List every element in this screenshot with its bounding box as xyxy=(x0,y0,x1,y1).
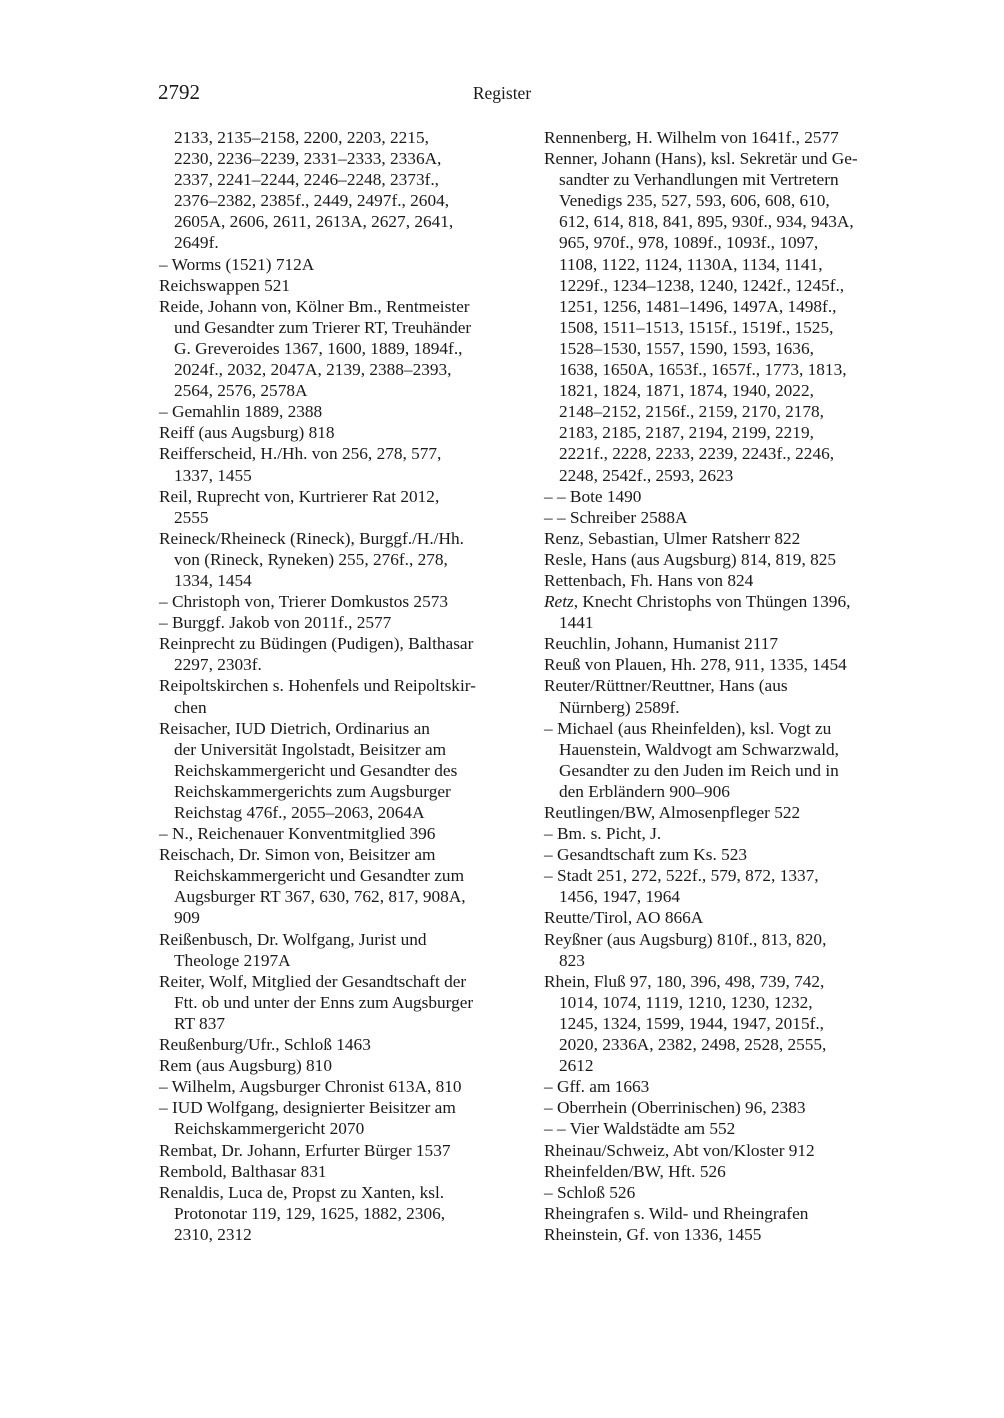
index-line: Nürnberg) 2589f. xyxy=(559,697,680,717)
index-line: Renner, Johann (Hans), ksl. Sekretär und Ge- xyxy=(544,149,858,169)
index-line: den Erbländern 900–906 xyxy=(559,781,730,801)
index-line: – Burggf. Jakob von 2011f., 2577 xyxy=(159,613,392,633)
index-line: Rheingrafen s. Wild- und Rheingrafen xyxy=(544,1203,809,1223)
index-line: 2024f., 2032, 2047A, 2139, 2388–2393, xyxy=(174,360,452,380)
index-line: 2337, 2241–2244, 2246–2248, 2373f., xyxy=(174,170,439,190)
index-line: 1251, 1256, 1481–1496, 1497A, 1498f., xyxy=(559,296,837,316)
index-line: Rhein, Fluß 97, 180, 396, 498, 739, 742, xyxy=(544,971,825,991)
index-line: Reischach, Dr. Simon von, Beisitzer am xyxy=(159,845,436,865)
index-line: 1441 xyxy=(559,613,594,633)
index-line: – Wilhelm, Augsburger Chronist 613A, 810 xyxy=(159,1077,462,1097)
index-line: 1638, 1650A, 1653f., 1657f., 1773, 1813, xyxy=(559,360,847,380)
index-line: Rem (aus Augsburg) 810 xyxy=(159,1056,332,1076)
index-line: 2376–2382, 2385f., 2449, 2497f., 2604, xyxy=(174,191,450,211)
index-line: Reinprecht zu Büdingen (Pudigen), Balthasar xyxy=(159,634,474,654)
index-line: 2221f., 2228, 2233, 2239, 2243f., 2246, xyxy=(559,444,835,464)
index-line: Theologe 2197A xyxy=(174,950,291,970)
index-line: 965, 970f., 978, 1089f., 1093f., 1097, xyxy=(559,233,819,253)
index-line-text: , Knecht Christophs von Thüngen 1396, xyxy=(573,592,851,612)
index-line: Augsburger RT 367, 630, 762, 817, 908A, xyxy=(174,887,466,907)
index-line: Gesandter zu den Juden im Reich und in xyxy=(559,760,839,780)
index-line: Reineck/Rheineck (Rineck), Burggf./H./Hh. xyxy=(159,528,464,548)
index-line: 1821, 1824, 1871, 1874, 1940, 2022, xyxy=(559,381,814,401)
index-line: 2555 xyxy=(174,507,209,527)
index-line: – Gff. am 1663 xyxy=(544,1077,650,1097)
index-line: Rheinau/Schweiz, Abt von/Kloster 912 xyxy=(544,1140,815,1160)
index-line: 909 xyxy=(174,908,200,928)
index-line: 1014, 1074, 1119, 1210, 1230, 1232, xyxy=(559,992,813,1012)
index-line: Rembat, Dr. Johann, Erfurter Bürger 1537 xyxy=(159,1140,451,1160)
index-line: 612, 614, 818, 841, 895, 930f., 934, 943A, xyxy=(559,212,854,232)
index-line: – IUD Wolfgang, designierter Beisitzer am xyxy=(159,1098,456,1118)
index-line: Reutte/Tirol, AO 866A xyxy=(544,908,704,928)
index-line: – N., Reichenauer Konventmitglied 396 xyxy=(159,824,436,844)
index-line: Rembold, Balthasar 831 xyxy=(159,1161,327,1181)
index-line: – Stadt 251, 272, 522f., 579, 872, 1337, xyxy=(544,866,819,886)
index-line: 2310, 2312 xyxy=(174,1224,252,1244)
index-column-right xyxy=(544,127,919,1245)
index-line: Reußenburg/Ufr., Schloß 1463 xyxy=(159,1035,371,1055)
index-line: Venedigs 235, 527, 593, 606, 608, 610, xyxy=(559,191,830,211)
index-line: 2248, 2542f., 2593, 2623 xyxy=(559,465,734,485)
index-line: 2020, 2336A, 2382, 2498, 2528, 2555, xyxy=(559,1035,827,1055)
index-line: 2612 xyxy=(559,1056,594,1076)
index-line: Reuß von Plauen, Hh. 278, 911, 1335, 1454 xyxy=(544,655,847,675)
index-line: Reifferscheid, H./Hh. von 256, 278, 577, xyxy=(159,444,442,464)
index-line: Renz, Sebastian, Ulmer Ratsherr 822 xyxy=(544,528,801,548)
index-line: Renaldis, Luca de, Propst zu Xanten, ksl. xyxy=(159,1182,445,1202)
index-line: Resle, Hans (aus Augsburg) 814, 819, 825 xyxy=(544,549,837,569)
index-line: und Gesandter zum Trierer RT, Treuhänder xyxy=(174,317,472,337)
index-line: Reutlingen/BW, Almosenpfleger 522 xyxy=(544,803,801,822)
index-line: – Bm. s. Picht, J. xyxy=(544,824,662,844)
index-line: 2230, 2236–2239, 2331–2333, 2336A, xyxy=(174,149,442,169)
index-line: – Gemahlin 1889, 2388 xyxy=(159,402,323,422)
index-line: 2605A, 2606, 2611, 2613A, 2627, 2641, xyxy=(174,212,454,232)
index-line: sandter zu Verhandlungen mit Vertretern xyxy=(559,170,839,190)
index-line: Reide, Johann von, Kölner Bm., Rentmeister xyxy=(159,296,470,316)
index-line: Reipoltskirchen s. Hohenfels und Reipoltskir- xyxy=(159,676,476,696)
index-line: Protonotar 119, 129, 1625, 1882, 2306, xyxy=(174,1203,446,1223)
index-line: chen xyxy=(174,697,207,717)
index-line: Rettenbach, Fh. Hans von 824 xyxy=(544,570,754,590)
index-line: Reichskammergericht und Gesandter zum xyxy=(174,866,465,886)
index-line: Rheinfelden/BW, Hft. 526 xyxy=(544,1161,726,1181)
index-column-left xyxy=(159,127,529,1245)
index-line: – Gesandtschaft zum Ks. 523 xyxy=(544,845,748,865)
index-line: Reichstag 476f., 2055–2063, 2064A xyxy=(174,803,425,822)
index-line: Reil, Ruprecht von, Kurtrierer Rat 2012, xyxy=(159,486,440,506)
index-line: 1456, 1947, 1964 xyxy=(559,887,680,907)
index-line: 1245, 1324, 1599, 1944, 1947, 2015f., xyxy=(559,1013,824,1033)
page-number: 2792 xyxy=(158,80,200,104)
index-line: – – Vier Waldstädte am 552 xyxy=(544,1119,736,1139)
index-line: Reyßner (aus Augsburg) 810f., 813, 820, xyxy=(544,929,827,949)
index-line: der Universität Ingolstadt, Beisitzer am xyxy=(174,739,447,759)
index-line: Reiff (aus Augsburg) 818 xyxy=(159,423,335,443)
index-line: Ftt. ob und unter der Enns zum Augsburger xyxy=(174,992,474,1012)
index-line: Rennenberg, H. Wilhelm von 1641f., 2577 xyxy=(544,128,839,147)
index-line: Reiter, Wolf, Mitglied der Gesandtschaft der xyxy=(159,971,467,991)
index-line: Reichskammergerichts zum Augsburger xyxy=(174,781,451,801)
index-line: 1334, 1454 xyxy=(174,570,252,590)
index-line: – Michael (aus Rheinfelden), ksl. Vogt zu xyxy=(544,718,832,738)
index-line: Reichskammergericht und Gesandter des xyxy=(174,760,458,780)
index-line: – Oberrhein (Oberrinischen) 96, 2383 xyxy=(544,1098,806,1118)
index-line: Reisacher, IUD Dietrich, Ordinarius an xyxy=(159,718,430,738)
index-line: 2183, 2185, 2187, 2194, 2199, 2219, xyxy=(559,423,814,443)
index-lemma-italic: Retz xyxy=(544,592,574,612)
index-line: 1528–1530, 1557, 1590, 1593, 1636, xyxy=(559,338,814,358)
index-line: 1337, 1455 xyxy=(174,465,252,485)
index-line: – – Bote 1490 xyxy=(544,486,642,506)
index-line: 1108, 1122, 1124, 1130A, 1134, 1141, xyxy=(559,254,823,274)
index-line xyxy=(544,591,919,612)
running-head: Register xyxy=(472,83,532,103)
index-line: 2297, 2303f. xyxy=(174,655,262,675)
index-line: 2649f. xyxy=(174,233,219,253)
index-line: 823 xyxy=(559,950,585,970)
index-line: 1229f., 1234–1238, 1240, 1242f., 1245f., xyxy=(559,275,845,295)
index-line: von (Rineck, Ryneken) 255, 276f., 278, xyxy=(174,549,448,569)
index-line: – Christoph von, Trierer Domkustos 2573 xyxy=(159,592,448,612)
index-line: Reuchlin, Johann, Humanist 2117 xyxy=(544,634,779,654)
index-line: G. Greveroides 1367, 1600, 1889, 1894f., xyxy=(174,338,463,358)
index-line: 2148–2152, 2156f., 2159, 2170, 2178, xyxy=(559,402,824,422)
index-line: 2564, 2576, 2578A xyxy=(174,381,308,401)
index-line: 2133, 2135–2158, 2200, 2203, 2215, xyxy=(174,128,429,147)
index-line: Reichswappen 521 xyxy=(159,275,291,295)
index-line: Hauenstein, Waldvogt am Schwarzwald, xyxy=(559,739,839,759)
index-line: – – Schreiber 2588A xyxy=(544,507,688,527)
index-line: Reuter/Rüttner/Reuttner, Hans (aus xyxy=(544,676,788,696)
index-line: Rheinstein, Gf. von 1336, 1455 xyxy=(544,1224,762,1244)
index-line: – Worms (1521) 712A xyxy=(159,254,315,274)
index-line: – Schloß 526 xyxy=(544,1182,636,1202)
index-line: 1508, 1511–1513, 1515f., 1519f., 1525, xyxy=(559,317,834,337)
index-line: Reichskammergericht 2070 xyxy=(174,1119,365,1139)
index-line: Reißenbusch, Dr. Wolfgang, Jurist und xyxy=(159,929,427,949)
index-line: RT 837 xyxy=(174,1013,225,1033)
